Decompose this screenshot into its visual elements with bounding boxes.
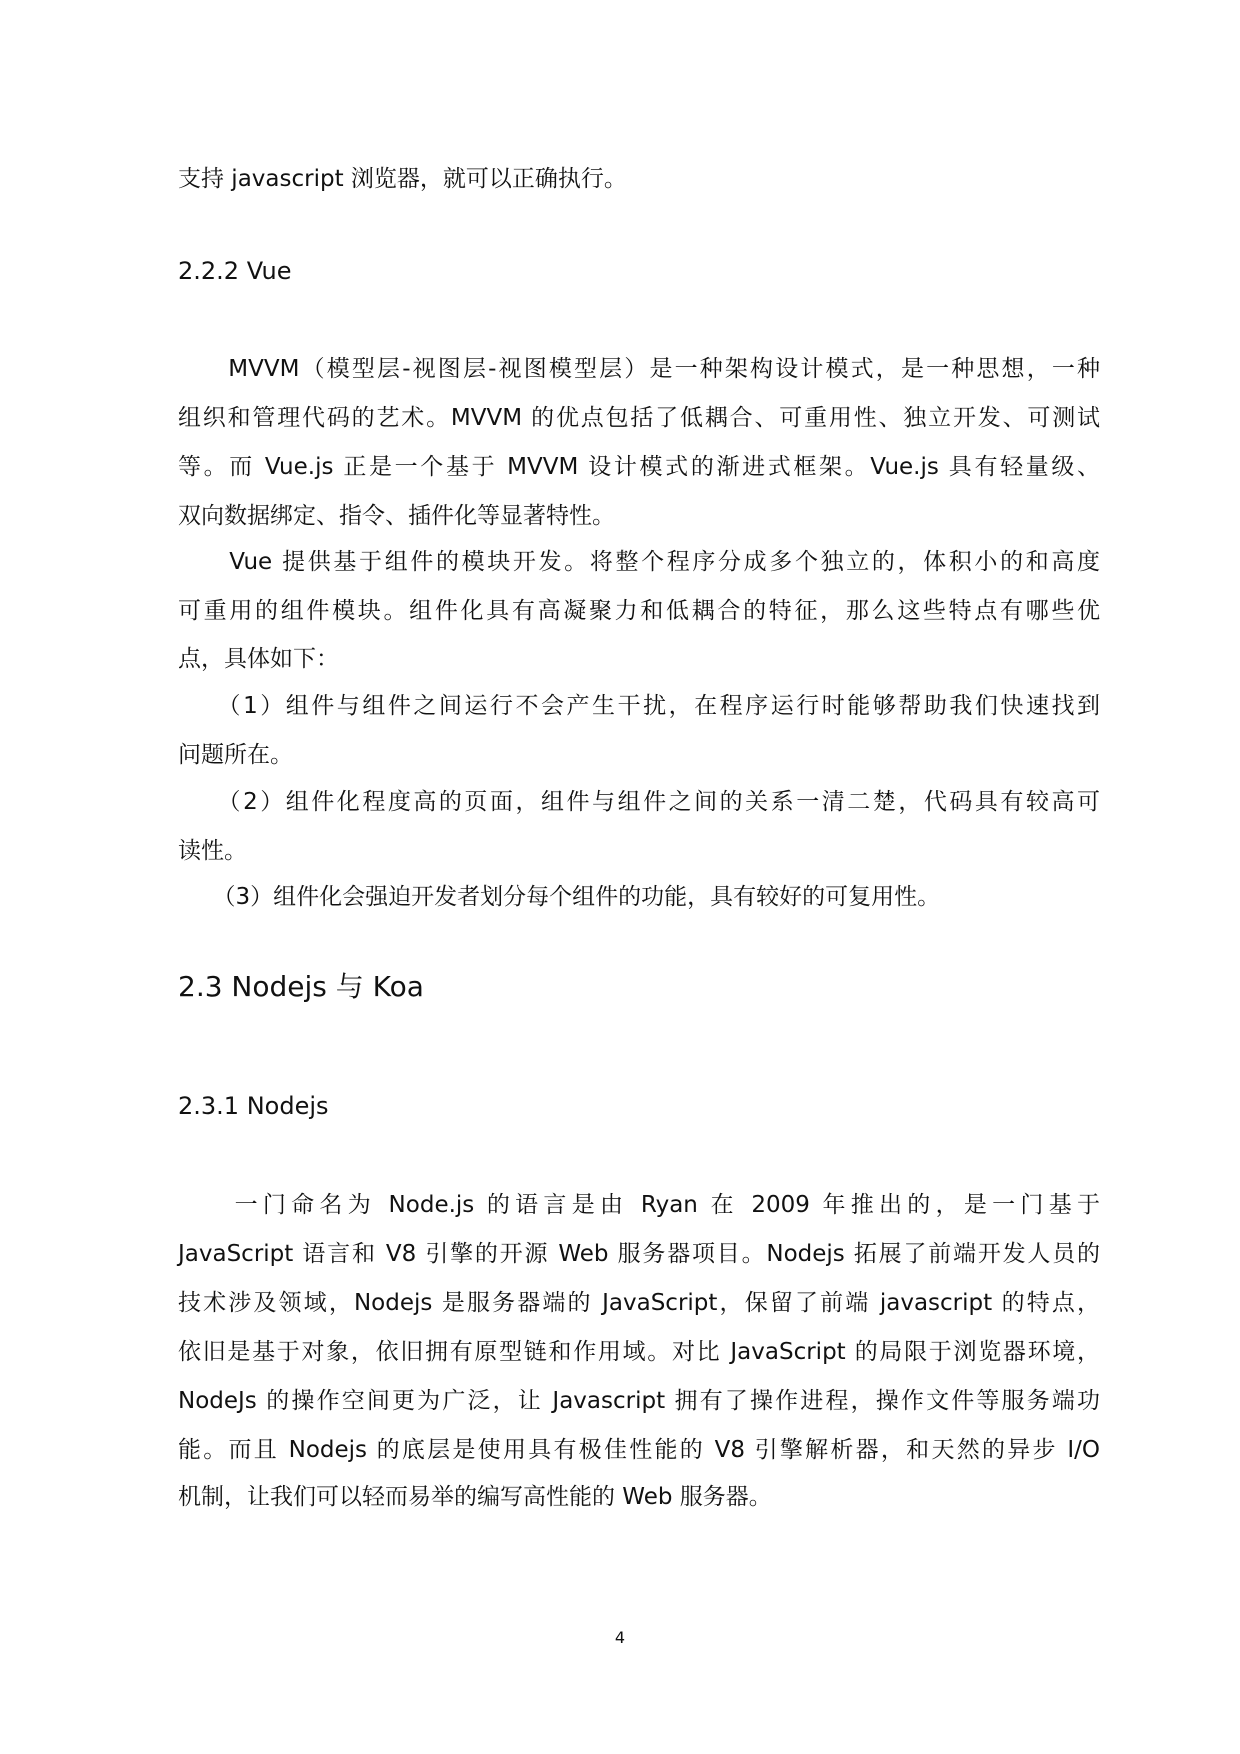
- text-line: 读性。: [178, 838, 247, 864]
- text-line: （3）组件化会强迫开发者划分每个组件的功能，具有较好的可复用性。: [178, 884, 941, 910]
- text-line: Vue 提供基于组件的模块开发。将整个程序分成多个独立的，体积小的和高度: [178, 549, 1100, 575]
- text-line: 可重用的组件模块。组件化具有高凝聚力和低耦合的特征，那么这些特点有哪些优: [178, 598, 1100, 624]
- section-heading-2-3: 2.3 Nodejs 与 Koa: [178, 970, 424, 1003]
- section-heading-2-3-1: 2.3.1 Nodejs: [178, 1092, 329, 1120]
- text-line: NodeJs 的操作空间更为广泛，让 Javascript 拥有了操作进程，操作文件等服务端功: [178, 1388, 1100, 1414]
- text-line: 一门命名为 Node.js 的语言是由 Ryan 在 2009 年推出的，是一门基于: [178, 1192, 1100, 1218]
- text-line: 技术涉及领域，Nodejs 是服务器端的 JavaScript，保留了前端 javascript 的特点，: [178, 1290, 1100, 1316]
- text-line: 双向数据绑定、指令、插件化等显著特性。: [178, 503, 615, 529]
- text-line: 支持 javascript 浏览器，就可以正确执行。: [178, 166, 627, 192]
- page-number: 4: [614, 1628, 626, 1647]
- text-line: 机制，让我们可以轻而易举的编写高性能的 Web 服务器。: [178, 1484, 772, 1510]
- text-line: 等。而 Vue.js 正是一个基于 MVVM 设计模式的渐进式框架。Vue.js 具有轻量级、: [178, 454, 1100, 480]
- text-line: 组织和管理代码的艺术。MVVM 的优点包括了低耦合、可重用性、独立开发、可测试: [178, 405, 1100, 431]
- section-heading-2-2-2: 2.2.2 Vue: [178, 257, 292, 285]
- text-line: MVVM（模型层-视图层-视图模型层）是一种架构设计模式，是一种思想，一种: [178, 356, 1100, 382]
- text-line: 能。而且 Nodejs 的底层是使用具有极佳性能的 V8 引擎解析器，和天然的异步 I/O: [178, 1437, 1100, 1463]
- text-line: （1）组件与组件之间运行不会产生干扰，在程序运行时能够帮助我们快速找到: [178, 693, 1100, 719]
- text-line: JavaScript 语言和 V8 引擎的开源 Web 服务器项目。Nodejs 拓展了前端开发人员的: [178, 1241, 1100, 1267]
- text-line: 问题所在。: [178, 742, 293, 768]
- text-line: 点，具体如下：: [178, 646, 339, 672]
- text-line: 依旧是基于对象，依旧拥有原型链和作用域。对比 JavaScript 的局限于浏览器环境，: [178, 1339, 1100, 1365]
- text-line: （2）组件化程度高的页面，组件与组件之间的关系一清二楚，代码具有较高可: [178, 789, 1100, 815]
